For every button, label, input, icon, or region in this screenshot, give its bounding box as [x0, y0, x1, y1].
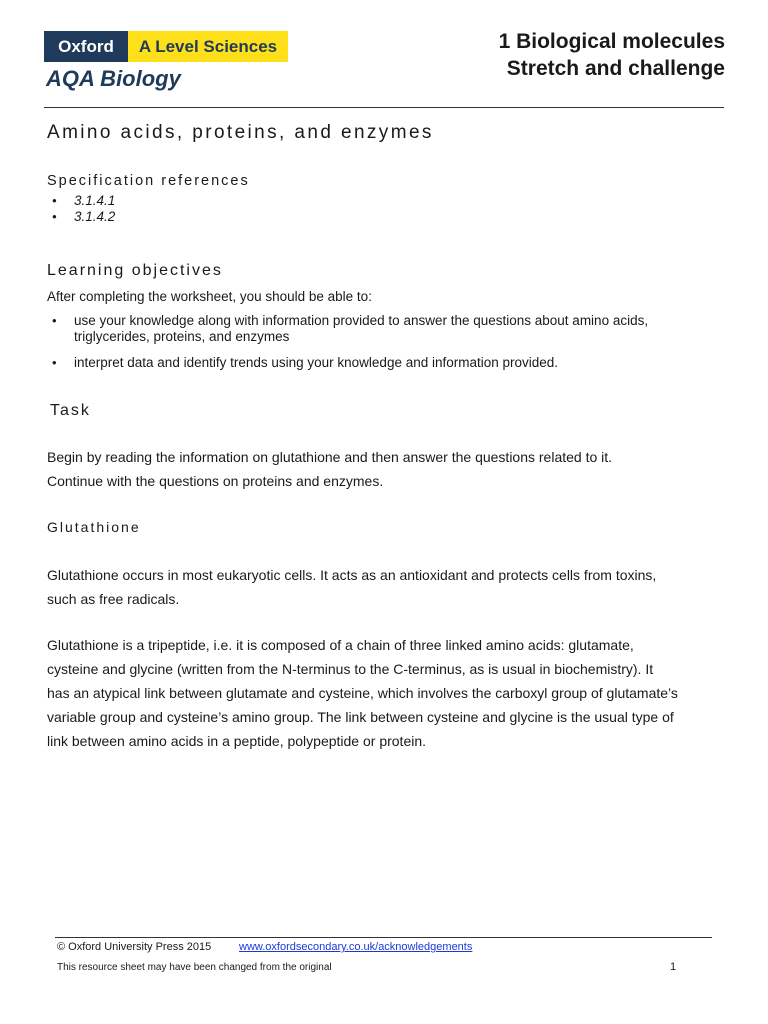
page-title: Amino acids, proteins, and enzymes — [47, 122, 434, 143]
chapter-title: 1 Biological molecules — [498, 30, 725, 53]
brand-logo — [44, 31, 288, 62]
brand-series: A Level Sciences — [128, 31, 288, 62]
page-number: 1 — [670, 961, 677, 973]
objectives-intro: After completing the worksheet, you should be able to: — [47, 289, 372, 304]
task-text: Begin by reading the information on glutathione and then answer the questions related to it. Continue with the questions on proteins and enzymes. — [47, 449, 613, 489]
footer-note: This resource sheet may have been changed from the original — [57, 962, 332, 973]
section-title: Stretch and challenge — [506, 57, 725, 80]
footer-divider — [55, 937, 712, 938]
objectives-heading: Learning objectives — [47, 262, 223, 279]
brand-oxford: Oxford — [44, 31, 128, 62]
glutathione-paragraph-1: Glutathione occurs in most eukaryotic cells. It acts as an antioxidant and protects cells from toxins, such as free radicals. — [47, 567, 657, 607]
objective-item: • use your knowledge along with information provided to answer the questions about amino acids, triglycerides, proteins, and enzymes — [47, 313, 689, 345]
subject-title: AQA Biology — [46, 66, 181, 91]
spec-item: • 3.1.4.2 — [47, 209, 115, 225]
acknowledgements-link[interactable]: www.oxfordsecondary.co.uk/acknowledgements — [239, 941, 473, 953]
header-divider — [44, 107, 724, 108]
task-heading: Task — [50, 402, 91, 419]
chapter-heading — [499, 28, 725, 82]
objective-item: • interpret data and identify trends using your knowledge and information provided. — [47, 355, 689, 371]
spec-list — [47, 193, 115, 225]
spec-item: • 3.1.4.1 — [47, 193, 115, 209]
spec-heading: Specification references — [47, 173, 250, 189]
objectives-list — [47, 313, 689, 381]
glutathione-paragraph-2: Glutathione is a tripeptide, i.e. it is composed of a chain of three linked amino acids: glutamate, cysteine and glycine (written from the N-terminus to the C-terminus, as is usual in biochemistry). It has an atypical link between glutamate and cysteine, which involves the carboxyl group of glutamate’s variable group and cysteine’s amino group. The link between cysteine and glycine is the usual type of link between amino acids in a peptide, polypeptide or protein. — [47, 637, 678, 749]
footer-copyright: © Oxford University Press 2015 — [57, 941, 212, 953]
glutathione-heading: Glutathione — [47, 519, 141, 535]
